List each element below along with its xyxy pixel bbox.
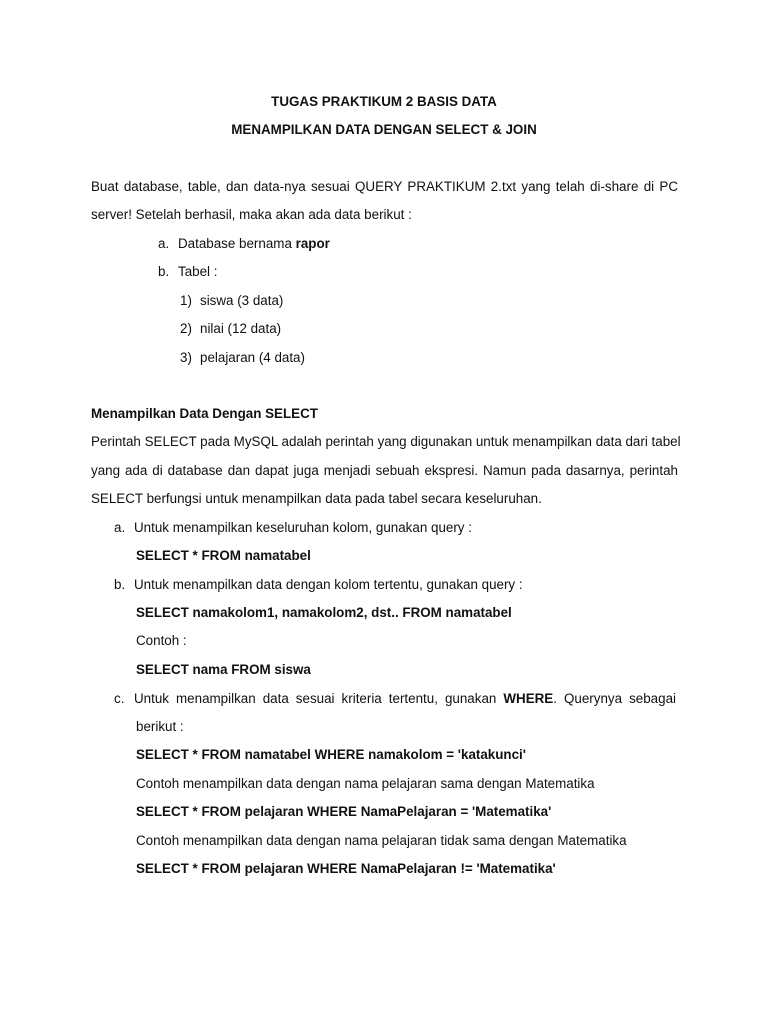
- example-description: Contoh menampilkan data dengan nama pelajaran sama dengan Matematika: [136, 776, 595, 791]
- sub-list-number: 1): [180, 293, 192, 308]
- query-example: SELECT * FROM namatabel WHERE namakolom = 'katakunci': [136, 747, 526, 762]
- sub-list-number: 3): [180, 350, 192, 365]
- section-paragraph-line: SELECT berfungsi untuk menampilkan data pada tabel secara keseluruhan.: [91, 491, 542, 506]
- intro-line-1: Buat database, table, dan data-nya sesuai QUERY PRAKTIKUM 2.txt yang telah di-share di PC: [91, 179, 678, 194]
- list-item-b: [158, 263, 217, 281]
- list-item-c: [114, 690, 678, 708]
- query-example: SELECT nama FROM siswa: [136, 662, 311, 677]
- query-example: SELECT * FROM pelajaran WHERE NamaPelajaran = 'Matematika': [136, 804, 552, 819]
- doc-subtitle: MENAMPILKAN DATA DENGAN SELECT & JOIN: [231, 122, 537, 137]
- list-text: Database bernama: [178, 236, 296, 251]
- query-example: SELECT namakolom1, namakolom2, dst.. FROM namatabel: [136, 605, 512, 620]
- list-marker: b.: [158, 264, 170, 279]
- sub-list-text: pelajaran (4 data): [200, 350, 305, 365]
- section-paragraph-line: yang ada di database dan dapat juga menjadi sebuah ekspresi. Namun pada dasarnya, perintah: [91, 463, 678, 478]
- doc-title: TUGAS PRAKTIKUM 2 BASIS DATA: [271, 94, 497, 109]
- intro-line-2: server! Setelah berhasil, maka akan ada data berikut :: [91, 207, 412, 222]
- sub-list-item: [180, 349, 305, 367]
- list-text: Tabel :: [178, 264, 218, 279]
- list-text-justified: [134, 690, 676, 708]
- example-label: Contoh :: [136, 633, 187, 648]
- sub-list-item: [180, 320, 281, 338]
- query-example: SELECT * FROM pelajaran WHERE NamaPelajaran != 'Matematika': [136, 861, 556, 876]
- where-keyword: WHERE: [503, 691, 554, 706]
- sub-list-item: [180, 292, 283, 310]
- sub-list-text: siswa (3 data): [200, 293, 284, 308]
- sub-list-number: 2): [180, 321, 192, 336]
- section-heading: Menampilkan Data Dengan SELECT: [91, 406, 318, 421]
- list-marker: b.: [114, 577, 126, 592]
- list-text-continued: berikut :: [136, 719, 184, 734]
- database-name: rapor: [295, 236, 330, 251]
- section-paragraph-line: Perintah SELECT pada MySQL adalah perintah yang digunakan untuk menampilkan data dari tabel: [91, 434, 681, 449]
- list-text: Untuk menampilkan data sesuai kriteria tertentu, gunakan: [134, 691, 504, 706]
- list-item-a: [114, 519, 472, 537]
- query-example: SELECT * FROM namatabel: [136, 548, 311, 563]
- list-item-b: [114, 576, 523, 594]
- list-marker: c.: [114, 691, 125, 706]
- list-item-a: [158, 235, 330, 253]
- sub-list-text: nilai (12 data): [200, 321, 282, 336]
- list-marker: a.: [114, 520, 126, 535]
- list-text: Untuk menampilkan data dengan kolom tertentu, gunakan query :: [134, 577, 523, 592]
- list-text: Untuk menampilkan keseluruhan kolom, gunakan query :: [134, 520, 472, 535]
- list-text: . Querynya sebagai: [553, 691, 677, 706]
- list-marker: a.: [158, 236, 170, 251]
- example-description: Contoh menampilkan data dengan nama pelajaran tidak sama dengan Matematika: [136, 833, 627, 848]
